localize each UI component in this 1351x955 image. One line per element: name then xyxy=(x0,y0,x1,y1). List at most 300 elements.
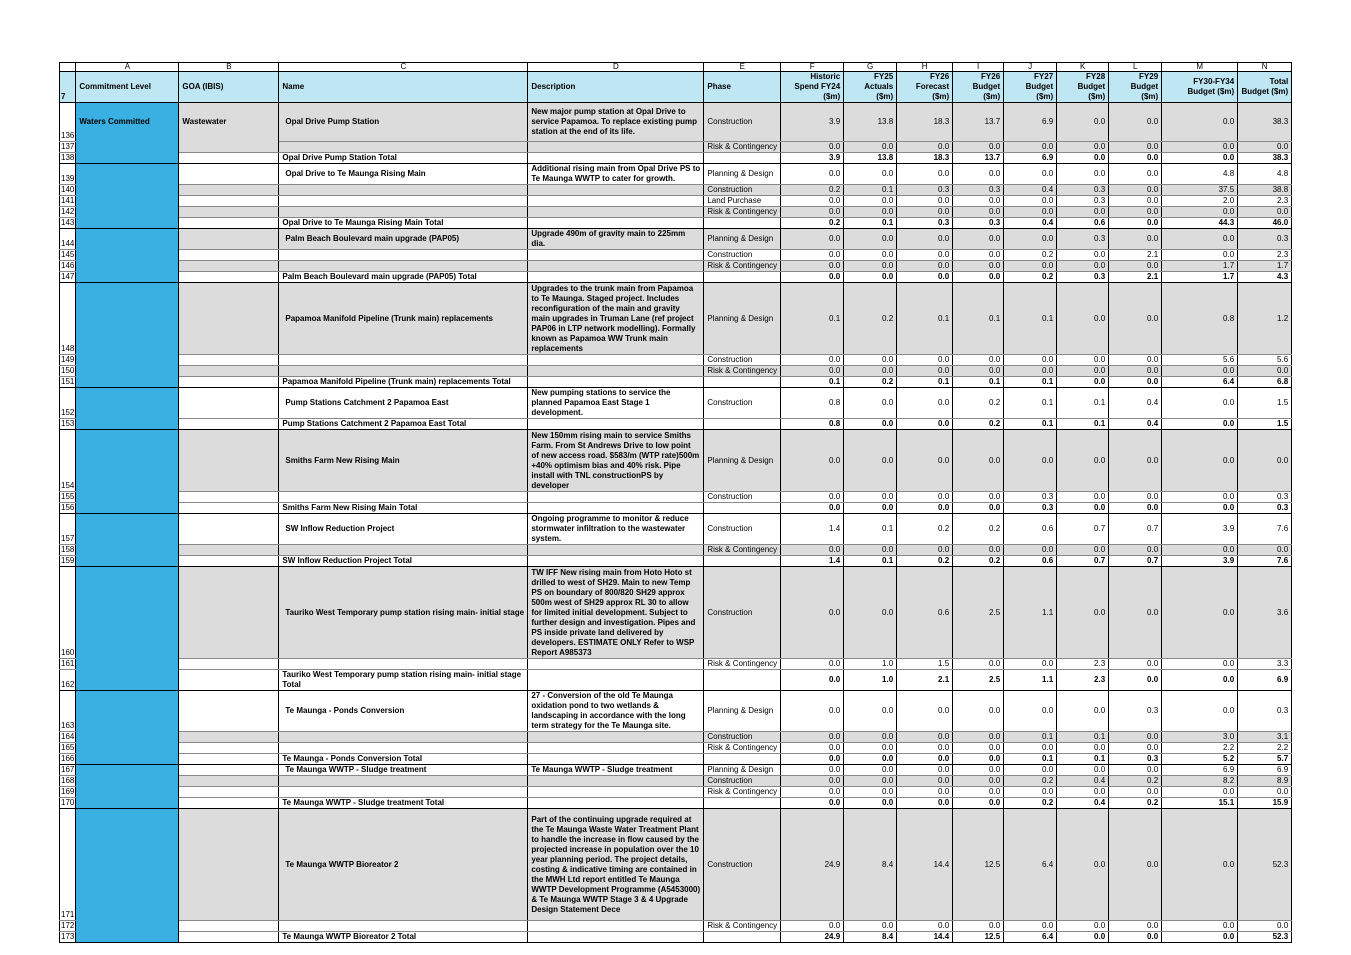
goa-cell[interactable] xyxy=(179,567,279,659)
fy26-budget-cell[interactable]: 0.0 xyxy=(953,659,1004,670)
description-cell[interactable]: New pumping stations to service the planned Papamoa East Stage 1 development. xyxy=(528,388,704,419)
fy26-forecast-cell[interactable]: 0.0 xyxy=(897,207,953,218)
fy30-34-budget-cell[interactable]: 5.2 xyxy=(1162,754,1238,765)
total-budget-cell[interactable]: 38.3 xyxy=(1238,153,1292,164)
fy26-budget-cell[interactable]: 13.7 xyxy=(953,153,1004,164)
fy28-budget-cell[interactable]: 0.0 xyxy=(1057,787,1109,798)
project-name-cell[interactable]: Te Maunga WWTP Bioreator 2 Total xyxy=(279,932,528,943)
fy28-budget-cell[interactable]: 0.0 xyxy=(1057,261,1109,272)
fy30-34-budget-cell[interactable]: 5.6 xyxy=(1162,355,1238,366)
fy29-budget-cell[interactable]: 0.3 xyxy=(1109,754,1162,765)
row-number[interactable]: 142 xyxy=(61,207,75,216)
commitment-level-cell[interactable] xyxy=(76,765,179,776)
fy30-34-budget-cell[interactable]: 6.9 xyxy=(1162,765,1238,776)
commitment-level-cell[interactable] xyxy=(76,932,179,943)
fy29-budget-cell[interactable]: 0.0 xyxy=(1109,809,1162,921)
fy29-budget-cell[interactable]: 0.4 xyxy=(1109,419,1162,430)
goa-cell[interactable] xyxy=(179,754,279,765)
fy28-budget-cell[interactable]: 0.7 xyxy=(1057,556,1109,567)
fy30-34-budget-cell[interactable]: 2.2 xyxy=(1162,743,1238,754)
header-name[interactable]: Name xyxy=(279,72,528,103)
phase-cell[interactable]: Construction xyxy=(704,185,781,196)
fy26-budget-cell[interactable]: 0.2 xyxy=(953,419,1004,430)
goa-cell[interactable] xyxy=(179,218,279,229)
fy30-34-budget-cell[interactable]: 0.0 xyxy=(1162,250,1238,261)
total-budget-cell[interactable]: 2.2 xyxy=(1238,743,1292,754)
total-budget-cell[interactable]: 8.9 xyxy=(1238,776,1292,787)
description-cell[interactable] xyxy=(528,556,704,567)
description-cell[interactable] xyxy=(528,670,704,691)
commitment-level-cell[interactable] xyxy=(76,250,179,261)
description-cell[interactable] xyxy=(528,366,704,377)
fy26-forecast-cell[interactable]: 0.0 xyxy=(897,798,953,809)
phase-cell[interactable] xyxy=(704,754,781,765)
fy25-actuals-cell[interactable]: 0.0 xyxy=(844,430,897,492)
phase-cell[interactable]: Construction xyxy=(704,250,781,261)
total-budget-cell[interactable]: 38.3 xyxy=(1238,103,1292,142)
fy28-budget-cell[interactable]: 0.1 xyxy=(1057,732,1109,743)
description-cell[interactable]: New 150mm rising main to service Smiths Farm. From St Andrews Drive to low point of new access road. $583/m (WTP rate)500m +40% optimism bias and 40% risk. Pipe install with TNL constructionPS by developer xyxy=(528,430,704,492)
fy30-34-budget-cell[interactable]: 3.0 xyxy=(1162,732,1238,743)
project-name-cell[interactable]: Opal Drive Pump Station Total xyxy=(279,153,528,164)
fy29-budget-cell[interactable]: 0.0 xyxy=(1109,377,1162,388)
fy30-34-budget-cell[interactable]: 0.0 xyxy=(1162,419,1238,430)
historic-spend-cell[interactable]: 24.9 xyxy=(781,932,844,943)
historic-spend-cell[interactable]: 0.0 xyxy=(781,503,844,514)
header-fy30-34-budget[interactable]: FY30-FY34 Budget ($m) xyxy=(1162,72,1238,103)
goa-cell[interactable] xyxy=(179,556,279,567)
column-letter[interactable]: J xyxy=(1004,63,1057,72)
fy26-forecast-cell[interactable]: 0.0 xyxy=(897,261,953,272)
column-letter[interactable]: E xyxy=(704,63,781,72)
fy27-budget-cell[interactable]: 0.0 xyxy=(1004,545,1057,556)
goa-cell[interactable] xyxy=(179,670,279,691)
historic-spend-cell[interactable]: 0.8 xyxy=(781,388,844,419)
goa-cell[interactable] xyxy=(179,787,279,798)
fy30-34-budget-cell[interactable]: 0.0 xyxy=(1162,503,1238,514)
total-budget-cell[interactable]: 38.8 xyxy=(1238,185,1292,196)
fy30-34-budget-cell[interactable]: 0.0 xyxy=(1162,153,1238,164)
project-name-cell[interactable] xyxy=(279,787,528,798)
project-name-cell[interactable]: Pump Stations Catchment 2 Papamoa East xyxy=(279,388,528,419)
project-name-cell[interactable] xyxy=(279,659,528,670)
goa-cell[interactable] xyxy=(179,388,279,419)
fy27-budget-cell[interactable]: 0.1 xyxy=(1004,283,1057,355)
historic-spend-cell[interactable]: 0.8 xyxy=(781,419,844,430)
project-name-cell[interactable] xyxy=(279,250,528,261)
historic-spend-cell[interactable]: 3.9 xyxy=(781,153,844,164)
phase-cell[interactable] xyxy=(704,932,781,943)
total-budget-cell[interactable]: 3.3 xyxy=(1238,659,1292,670)
commitment-level-cell[interactable] xyxy=(76,787,179,798)
header-fy27-budget[interactable]: FY27 Budget ($m) xyxy=(1004,72,1057,103)
historic-spend-cell[interactable]: 0.0 xyxy=(781,207,844,218)
goa-cell[interactable] xyxy=(179,153,279,164)
project-name-cell[interactable] xyxy=(279,921,528,932)
commitment-level-cell[interactable] xyxy=(76,229,179,250)
fy30-34-budget-cell[interactable]: 8.2 xyxy=(1162,776,1238,787)
fy26-budget-cell[interactable]: 0.0 xyxy=(953,798,1004,809)
fy27-budget-cell[interactable]: 0.2 xyxy=(1004,776,1057,787)
fy26-budget-cell[interactable]: 0.0 xyxy=(953,732,1004,743)
fy29-budget-cell[interactable]: 0.4 xyxy=(1109,388,1162,419)
fy25-actuals-cell[interactable]: 0.0 xyxy=(844,732,897,743)
fy26-forecast-cell[interactable]: 0.0 xyxy=(897,765,953,776)
fy26-budget-cell[interactable]: 0.1 xyxy=(953,377,1004,388)
project-name-cell[interactable]: Tauriko West Temporary pump station rising main- initial stage Total xyxy=(279,670,528,691)
description-cell[interactable]: 27 - Conversion of the old Te Maunga oxidation pond to two wetlands & landscaping in accordance with the long term strategy for the Te Maunga site. xyxy=(528,691,704,732)
total-budget-cell[interactable]: 1.7 xyxy=(1238,261,1292,272)
phase-cell[interactable] xyxy=(704,218,781,229)
fy26-budget-cell[interactable]: 0.0 xyxy=(953,492,1004,503)
description-cell[interactable]: Upgrade 490m of gravity main to 225mm dia. xyxy=(528,229,704,250)
phase-cell[interactable]: Construction xyxy=(704,355,781,366)
total-budget-cell[interactable]: 0.0 xyxy=(1238,142,1292,153)
fy26-budget-cell[interactable]: 0.0 xyxy=(953,776,1004,787)
row-number[interactable]: 164 xyxy=(61,732,75,741)
total-budget-cell[interactable]: 1.5 xyxy=(1238,388,1292,419)
description-cell[interactable] xyxy=(528,142,704,153)
fy29-budget-cell[interactable]: 0.2 xyxy=(1109,776,1162,787)
fy27-budget-cell[interactable]: 0.1 xyxy=(1004,388,1057,419)
goa-cell[interactable] xyxy=(179,196,279,207)
fy29-budget-cell[interactable]: 0.0 xyxy=(1109,366,1162,377)
fy25-actuals-cell[interactable]: 1.0 xyxy=(844,670,897,691)
project-name-cell[interactable] xyxy=(279,185,528,196)
commitment-level-cell[interactable] xyxy=(76,142,179,153)
fy26-budget-cell[interactable]: 0.2 xyxy=(953,556,1004,567)
fy26-forecast-cell[interactable]: 0.0 xyxy=(897,196,953,207)
goa-cell[interactable] xyxy=(179,809,279,921)
commitment-level-cell[interactable] xyxy=(76,430,179,492)
fy26-forecast-cell[interactable]: 0.0 xyxy=(897,921,953,932)
fy27-budget-cell[interactable]: 0.2 xyxy=(1004,798,1057,809)
commitment-level-cell[interactable]: Waters Committed xyxy=(76,103,179,142)
phase-cell[interactable]: Risk & Contingency xyxy=(704,366,781,377)
commitment-level-cell[interactable] xyxy=(76,355,179,366)
description-cell[interactable]: New major pump station at Opal Drive to service Papamoa. To replace existing pump station at the end of its life. xyxy=(528,103,704,142)
historic-spend-cell[interactable]: 0.0 xyxy=(781,754,844,765)
commitment-level-cell[interactable] xyxy=(76,514,179,545)
total-budget-cell[interactable]: 5.7 xyxy=(1238,754,1292,765)
column-letter[interactable]: D xyxy=(528,63,704,72)
fy26-forecast-cell[interactable]: 0.2 xyxy=(897,514,953,545)
phase-cell[interactable]: Risk & Contingency xyxy=(704,142,781,153)
total-budget-cell[interactable]: 0.3 xyxy=(1238,503,1292,514)
description-cell[interactable] xyxy=(528,932,704,943)
fy25-actuals-cell[interactable]: 13.8 xyxy=(844,103,897,142)
description-cell[interactable] xyxy=(528,921,704,932)
historic-spend-cell[interactable]: 0.0 xyxy=(781,261,844,272)
fy27-budget-cell[interactable]: 0.0 xyxy=(1004,430,1057,492)
fy29-budget-cell[interactable]: 0.0 xyxy=(1109,207,1162,218)
project-name-cell[interactable]: Pump Stations Catchment 2 Papamoa East Total xyxy=(279,419,528,430)
historic-spend-cell[interactable]: 0.0 xyxy=(781,670,844,691)
total-budget-cell[interactable]: 4.3 xyxy=(1238,272,1292,283)
row-number[interactable]: 143 xyxy=(61,218,75,227)
fy27-budget-cell[interactable]: 1.1 xyxy=(1004,567,1057,659)
fy26-forecast-cell[interactable]: 0.0 xyxy=(897,366,953,377)
corner-cell[interactable] xyxy=(60,63,76,72)
fy25-actuals-cell[interactable]: 0.0 xyxy=(844,545,897,556)
goa-cell[interactable] xyxy=(179,355,279,366)
fy26-forecast-cell[interactable]: 14.4 xyxy=(897,809,953,921)
project-name-cell[interactable] xyxy=(279,355,528,366)
fy26-forecast-cell[interactable]: 0.0 xyxy=(897,732,953,743)
fy27-budget-cell[interactable]: 0.3 xyxy=(1004,492,1057,503)
phase-cell[interactable]: Risk & Contingency xyxy=(704,921,781,932)
fy25-actuals-cell[interactable]: 0.0 xyxy=(844,419,897,430)
goa-cell[interactable] xyxy=(179,798,279,809)
header-phase[interactable]: Phase xyxy=(704,72,781,103)
historic-spend-cell[interactable]: 0.0 xyxy=(781,921,844,932)
commitment-level-cell[interactable] xyxy=(76,185,179,196)
phase-cell[interactable]: Risk & Contingency xyxy=(704,659,781,670)
historic-spend-cell[interactable]: 0.0 xyxy=(781,142,844,153)
fy30-34-budget-cell[interactable]: 0.8 xyxy=(1162,283,1238,355)
fy25-actuals-cell[interactable]: 0.0 xyxy=(844,261,897,272)
historic-spend-cell[interactable]: 0.0 xyxy=(781,366,844,377)
fy26-forecast-cell[interactable]: 0.0 xyxy=(897,743,953,754)
fy26-budget-cell[interactable]: 0.0 xyxy=(953,754,1004,765)
fy30-34-budget-cell[interactable]: 0.0 xyxy=(1162,366,1238,377)
goa-cell[interactable] xyxy=(179,250,279,261)
total-budget-cell[interactable]: 5.6 xyxy=(1238,355,1292,366)
fy29-budget-cell[interactable]: 0.7 xyxy=(1109,556,1162,567)
fy26-budget-cell[interactable]: 0.0 xyxy=(953,765,1004,776)
fy30-34-budget-cell[interactable]: 0.0 xyxy=(1162,207,1238,218)
historic-spend-cell[interactable]: 0.0 xyxy=(781,787,844,798)
total-budget-cell[interactable]: 3.1 xyxy=(1238,732,1292,743)
description-cell[interactable] xyxy=(528,185,704,196)
historic-spend-cell[interactable]: 0.0 xyxy=(781,743,844,754)
row-number[interactable]: 141 xyxy=(61,196,75,205)
description-cell[interactable] xyxy=(528,732,704,743)
commitment-level-cell[interactable] xyxy=(76,567,179,659)
fy25-actuals-cell[interactable]: 0.0 xyxy=(844,691,897,732)
fy28-budget-cell[interactable]: 0.0 xyxy=(1057,283,1109,355)
fy26-forecast-cell[interactable]: 0.1 xyxy=(897,283,953,355)
fy28-budget-cell[interactable]: 0.0 xyxy=(1057,765,1109,776)
historic-spend-cell[interactable]: 0.0 xyxy=(781,250,844,261)
description-cell[interactable]: Te Maunga WWTP - Sludge treatment xyxy=(528,765,704,776)
description-cell[interactable]: Ongoing programme to monitor & reduce stormwater infiltration to the wastewater system. xyxy=(528,514,704,545)
fy26-forecast-cell[interactable]: 0.0 xyxy=(897,503,953,514)
fy26-forecast-cell[interactable]: 0.3 xyxy=(897,218,953,229)
historic-spend-cell[interactable]: 0.0 xyxy=(781,229,844,250)
fy29-budget-cell[interactable]: 0.0 xyxy=(1109,765,1162,776)
fy26-forecast-cell[interactable]: 0.0 xyxy=(897,492,953,503)
fy28-budget-cell[interactable]: 2.3 xyxy=(1057,659,1109,670)
project-name-cell[interactable]: Opal Drive Pump Station xyxy=(279,103,528,142)
fy30-34-budget-cell[interactable]: 0.0 xyxy=(1162,921,1238,932)
fy30-34-budget-cell[interactable]: 0.0 xyxy=(1162,809,1238,921)
row-number[interactable]: 168 xyxy=(61,776,75,785)
fy28-budget-cell[interactable]: 0.0 xyxy=(1057,567,1109,659)
description-cell[interactable] xyxy=(528,207,704,218)
fy27-budget-cell[interactable]: 0.0 xyxy=(1004,229,1057,250)
fy30-34-budget-cell[interactable]: 0.0 xyxy=(1162,229,1238,250)
commitment-level-cell[interactable] xyxy=(76,691,179,732)
phase-cell[interactable] xyxy=(704,419,781,430)
fy27-budget-cell[interactable]: 0.3 xyxy=(1004,503,1057,514)
fy28-budget-cell[interactable]: 0.3 xyxy=(1057,229,1109,250)
fy26-budget-cell[interactable]: 0.3 xyxy=(953,218,1004,229)
fy26-forecast-cell[interactable]: 0.1 xyxy=(897,377,953,388)
fy28-budget-cell[interactable]: 0.3 xyxy=(1057,196,1109,207)
fy26-budget-cell[interactable]: 0.0 xyxy=(953,250,1004,261)
row-number[interactable]: 163 xyxy=(60,691,76,732)
fy25-actuals-cell[interactable]: 0.0 xyxy=(844,196,897,207)
phase-cell[interactable] xyxy=(704,670,781,691)
row-number[interactable]: 166 xyxy=(61,754,75,763)
phase-cell[interactable] xyxy=(704,798,781,809)
description-cell[interactable] xyxy=(528,754,704,765)
fy27-budget-cell[interactable]: 0.1 xyxy=(1004,732,1057,743)
goa-cell[interactable] xyxy=(179,732,279,743)
fy27-budget-cell[interactable]: 0.4 xyxy=(1004,218,1057,229)
description-cell[interactable]: TW IFF New rising main from Hoto Hoto st drilled to west of SH29. Main to new Temp PS on boundary of 800/820 SH29 approx 500m west of SH29 approx RL 30 to allow for limited initial development. Subject to further design and investigation. Pipes and PS inside private land delivered by developers. ESTIMATE ONLY Refer to WSP Report A985373 xyxy=(528,567,704,659)
row-number[interactable]: 146 xyxy=(61,261,75,270)
fy25-actuals-cell[interactable]: 0.0 xyxy=(844,250,897,261)
phase-cell[interactable]: Construction xyxy=(704,732,781,743)
row-number[interactable]: 151 xyxy=(61,377,75,386)
historic-spend-cell[interactable]: 0.0 xyxy=(781,567,844,659)
commitment-level-cell[interactable] xyxy=(76,272,179,283)
fy26-forecast-cell[interactable]: 0.0 xyxy=(897,776,953,787)
fy27-budget-cell[interactable]: 1.1 xyxy=(1004,670,1057,691)
fy30-34-budget-cell[interactable]: 0.0 xyxy=(1162,545,1238,556)
fy29-budget-cell[interactable]: 0.0 xyxy=(1109,787,1162,798)
fy26-budget-cell[interactable]: 0.0 xyxy=(953,196,1004,207)
row-number[interactable]: 169 xyxy=(61,787,75,796)
fy26-forecast-cell[interactable]: 2.1 xyxy=(897,670,953,691)
historic-spend-cell[interactable]: 0.0 xyxy=(781,798,844,809)
column-letter[interactable]: L xyxy=(1109,63,1162,72)
description-cell[interactable] xyxy=(528,261,704,272)
goa-cell[interactable] xyxy=(179,272,279,283)
phase-cell[interactable] xyxy=(704,503,781,514)
historic-spend-cell[interactable]: 0.0 xyxy=(781,164,844,185)
fy28-budget-cell[interactable]: 0.0 xyxy=(1057,492,1109,503)
goa-cell[interactable] xyxy=(179,185,279,196)
total-budget-cell[interactable]: 0.3 xyxy=(1238,691,1292,732)
description-cell[interactable] xyxy=(528,153,704,164)
fy28-budget-cell[interactable]: 0.0 xyxy=(1057,430,1109,492)
goa-cell[interactable] xyxy=(179,492,279,503)
project-name-cell[interactable]: Palm Beach Boulevard main upgrade (PAP05) xyxy=(279,229,528,250)
fy26-forecast-cell[interactable]: 0.0 xyxy=(897,229,953,250)
fy27-budget-cell[interactable]: 0.1 xyxy=(1004,419,1057,430)
fy28-budget-cell[interactable]: 0.0 xyxy=(1057,355,1109,366)
project-name-cell[interactable]: Papamoa Manifold Pipeline (Trunk main) replacements xyxy=(279,283,528,355)
goa-cell[interactable]: Wastewater xyxy=(179,103,279,142)
fy26-budget-cell[interactable]: 0.0 xyxy=(953,355,1004,366)
fy26-budget-cell[interactable]: 0.0 xyxy=(953,229,1004,250)
commitment-level-cell[interactable] xyxy=(76,283,179,355)
row-number[interactable]: 145 xyxy=(61,250,75,259)
commitment-level-cell[interactable] xyxy=(76,732,179,743)
fy26-forecast-cell[interactable]: 18.3 xyxy=(897,153,953,164)
row-number[interactable]: 161 xyxy=(61,659,75,668)
goa-cell[interactable] xyxy=(179,229,279,250)
phase-cell[interactable]: Construction xyxy=(704,809,781,921)
fy30-34-budget-cell[interactable]: 0.0 xyxy=(1162,492,1238,503)
historic-spend-cell[interactable]: 0.0 xyxy=(781,196,844,207)
column-letter[interactable]: K xyxy=(1057,63,1109,72)
fy28-budget-cell[interactable]: 0.1 xyxy=(1057,388,1109,419)
row-number[interactable]: 157 xyxy=(60,514,76,545)
goa-cell[interactable] xyxy=(179,659,279,670)
total-budget-cell[interactable]: 1.5 xyxy=(1238,419,1292,430)
total-budget-cell[interactable]: 6.9 xyxy=(1238,765,1292,776)
description-cell[interactable] xyxy=(528,419,704,430)
fy29-budget-cell[interactable]: 2.1 xyxy=(1109,250,1162,261)
total-budget-cell[interactable]: 0.0 xyxy=(1238,430,1292,492)
description-cell[interactable] xyxy=(528,196,704,207)
fy29-budget-cell[interactable]: 0.0 xyxy=(1109,153,1162,164)
project-name-cell[interactable]: Smiths Farm New Rising Main xyxy=(279,430,528,492)
column-letter[interactable]: A xyxy=(76,63,179,72)
commitment-level-cell[interactable] xyxy=(76,670,179,691)
goa-cell[interactable] xyxy=(179,283,279,355)
header-goa[interactable]: GOA (IBIS) xyxy=(179,72,279,103)
fy25-actuals-cell[interactable]: 0.0 xyxy=(844,754,897,765)
historic-spend-cell[interactable]: 0.0 xyxy=(781,355,844,366)
header-fy25-actuals[interactable]: FY25 Actuals ($m) xyxy=(844,72,897,103)
fy26-budget-cell[interactable]: 0.0 xyxy=(953,272,1004,283)
commitment-level-cell[interactable] xyxy=(76,377,179,388)
fy25-actuals-cell[interactable]: 0.0 xyxy=(844,355,897,366)
historic-spend-cell[interactable]: 0.0 xyxy=(781,691,844,732)
fy26-budget-cell[interactable]: 0.0 xyxy=(953,207,1004,218)
historic-spend-cell[interactable]: 0.0 xyxy=(781,732,844,743)
row-number[interactable]: 167 xyxy=(61,765,75,774)
fy25-actuals-cell[interactable]: 1.0 xyxy=(844,659,897,670)
fy28-budget-cell[interactable]: 0.0 xyxy=(1057,103,1109,142)
fy28-budget-cell[interactable]: 0.1 xyxy=(1057,754,1109,765)
fy26-budget-cell[interactable]: 0.0 xyxy=(953,545,1004,556)
fy26-forecast-cell[interactable]: 0.0 xyxy=(897,419,953,430)
fy29-budget-cell[interactable]: 0.0 xyxy=(1109,503,1162,514)
fy27-budget-cell[interactable]: 0.0 xyxy=(1004,659,1057,670)
fy29-budget-cell[interactable]: 0.2 xyxy=(1109,798,1162,809)
fy26-forecast-cell[interactable]: 0.2 xyxy=(897,556,953,567)
commitment-level-cell[interactable] xyxy=(76,798,179,809)
fy26-forecast-cell[interactable]: 1.5 xyxy=(897,659,953,670)
total-budget-cell[interactable]: 1.2 xyxy=(1238,283,1292,355)
fy29-budget-cell[interactable]: 0.0 xyxy=(1109,932,1162,943)
fy27-budget-cell[interactable]: 0.2 xyxy=(1004,272,1057,283)
commitment-level-cell[interactable] xyxy=(76,754,179,765)
total-budget-cell[interactable]: 6.8 xyxy=(1238,377,1292,388)
phase-cell[interactable]: Construction xyxy=(704,567,781,659)
project-name-cell[interactable] xyxy=(279,261,528,272)
goa-cell[interactable] xyxy=(179,743,279,754)
row-number[interactable]: 139 xyxy=(60,164,76,185)
project-name-cell[interactable]: Palm Beach Boulevard main upgrade (PAP05) Total xyxy=(279,272,528,283)
fy27-budget-cell[interactable]: 6.9 xyxy=(1004,153,1057,164)
row-number[interactable]: 172 xyxy=(61,921,75,930)
phase-cell[interactable]: Construction xyxy=(704,492,781,503)
fy25-actuals-cell[interactable]: 0.2 xyxy=(844,377,897,388)
commitment-level-cell[interactable] xyxy=(76,388,179,419)
fy28-budget-cell[interactable]: 0.0 xyxy=(1057,691,1109,732)
project-name-cell[interactable]: Smiths Farm New Rising Main Total xyxy=(279,503,528,514)
row-number[interactable]: 162 xyxy=(60,670,76,691)
goa-cell[interactable] xyxy=(179,207,279,218)
fy27-budget-cell[interactable]: 6.9 xyxy=(1004,103,1057,142)
